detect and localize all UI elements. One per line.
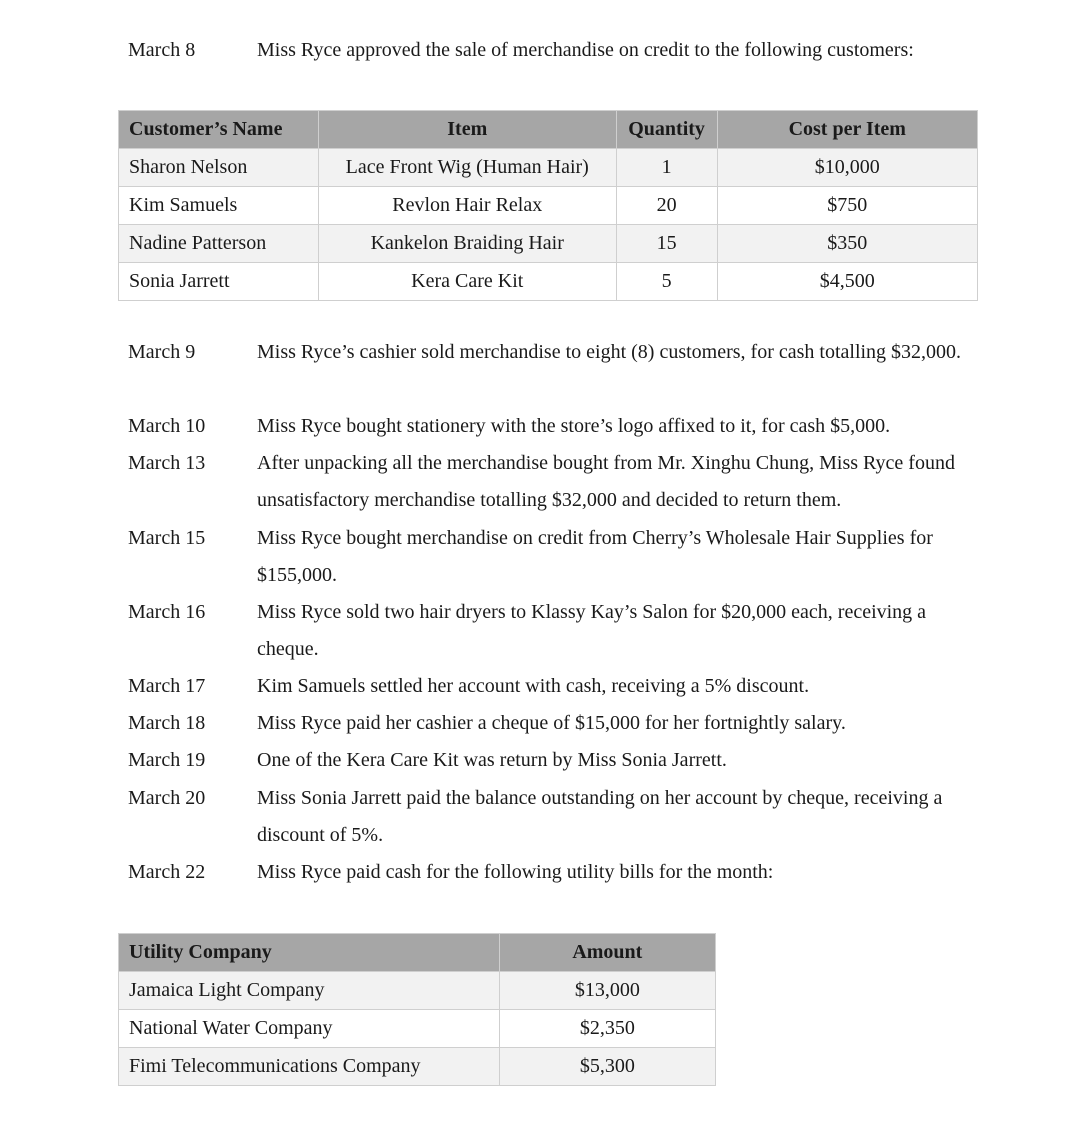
utility-company-cell: National Water Company — [119, 1010, 500, 1048]
entry-date: March 13 — [128, 452, 206, 474]
utility-company-cell: Fimi Telecommunications Company — [119, 1048, 500, 1086]
quantity-cell: 1 — [616, 149, 717, 187]
column-header-customer-name: Customer’s Name — [119, 111, 319, 149]
column-header-cost-per-item: Cost per Item — [717, 111, 977, 149]
customer-name-cell: Sonia Jarrett — [119, 263, 319, 301]
table-row — [119, 149, 978, 187]
item-cell: Lace Front Wig (Human Hair) — [318, 149, 616, 187]
entry-text: Miss Ryce paid her cashier a cheque of $15,000 for her fortnightly salary. — [257, 712, 846, 734]
utility-company-cell: Jamaica Light Company — [119, 972, 500, 1010]
entry-text: Kim Samuels settled her account with cash, receiving a 5% discount. — [257, 675, 810, 697]
cost-cell: $4,500 — [717, 263, 977, 301]
customer-name-cell: Sharon Nelson — [119, 149, 319, 187]
entry-date: March 10 — [128, 415, 206, 437]
table-header-row — [119, 934, 716, 972]
table-row — [119, 263, 978, 301]
entry-text: One of the Kera Care Kit was return by Miss Sonia Jarrett. — [257, 749, 727, 771]
entry-text: Miss Ryce sold two hair dryers to Klassy Kay’s Salon for $20,000 each, receiving a cheque. — [257, 601, 927, 660]
amount-cell: $13,000 — [499, 972, 715, 1010]
item-cell: Kankelon Braiding Hair — [318, 225, 616, 263]
table-row — [119, 187, 978, 225]
entry-text: After unpacking all the merchandise bought from Mr. Xinghu Chung, Miss Ryce found unsatisfactory merchandise totalling $32,000 and decided to return them. — [257, 452, 955, 511]
entry-date: March 9 — [128, 341, 196, 363]
entry-date: March 17 — [128, 675, 206, 697]
entry-text: Miss Ryce bought merchandise on credit from Cherry’s Wholesale Hair Supplies for $155,000. — [257, 527, 933, 586]
entry-text: Miss Sonia Jarrett paid the balance outstanding on her account by cheque, receiving a discount of 5%. — [257, 787, 943, 846]
customer-name-cell: Kim Samuels — [119, 187, 319, 225]
entry-text: Miss Ryce’s cashier sold merchandise to eight (8) customers, for cash totalling $32,000. — [257, 341, 962, 363]
column-header-utility-company: Utility Company — [119, 934, 500, 972]
entry-date: March 22 — [128, 861, 206, 883]
table-row — [119, 1048, 716, 1086]
table-row — [119, 972, 716, 1010]
cost-cell: $350 — [717, 225, 977, 263]
entry-date: March 15 — [128, 527, 206, 549]
amount-cell: $5,300 — [499, 1048, 715, 1086]
table-row — [119, 225, 978, 263]
entry-text: Miss Ryce bought stationery with the store’s logo affixed to it, for cash $5,000. — [257, 415, 891, 437]
quantity-cell: 20 — [616, 187, 717, 225]
entry-text: Miss Ryce approved the sale of merchandise on credit to the following customers: — [257, 39, 914, 61]
utility-bills-table — [118, 933, 716, 1086]
customer-name-cell: Nadine Patterson — [119, 225, 319, 263]
credit-sales-table — [118, 110, 978, 301]
entry-date: March 16 — [128, 601, 206, 623]
table-header-row — [119, 111, 978, 149]
quantity-cell: 5 — [616, 263, 717, 301]
entry-date: March 20 — [128, 787, 206, 809]
cost-cell: $10,000 — [717, 149, 977, 187]
quantity-cell: 15 — [616, 225, 717, 263]
entry-text: Miss Ryce paid cash for the following utility bills for the month: — [257, 861, 774, 883]
entry-date: March 8 — [128, 39, 196, 61]
cost-cell: $750 — [717, 187, 977, 225]
table-row — [119, 1010, 716, 1048]
amount-cell: $2,350 — [499, 1010, 715, 1048]
column-header-item: Item — [318, 111, 616, 149]
item-cell: Revlon Hair Relax — [318, 187, 616, 225]
column-header-amount: Amount — [499, 934, 715, 972]
entry-date: March 19 — [128, 749, 206, 771]
entry-date: March 18 — [128, 712, 206, 734]
column-header-quantity: Quantity — [616, 111, 717, 149]
item-cell: Kera Care Kit — [318, 263, 616, 301]
